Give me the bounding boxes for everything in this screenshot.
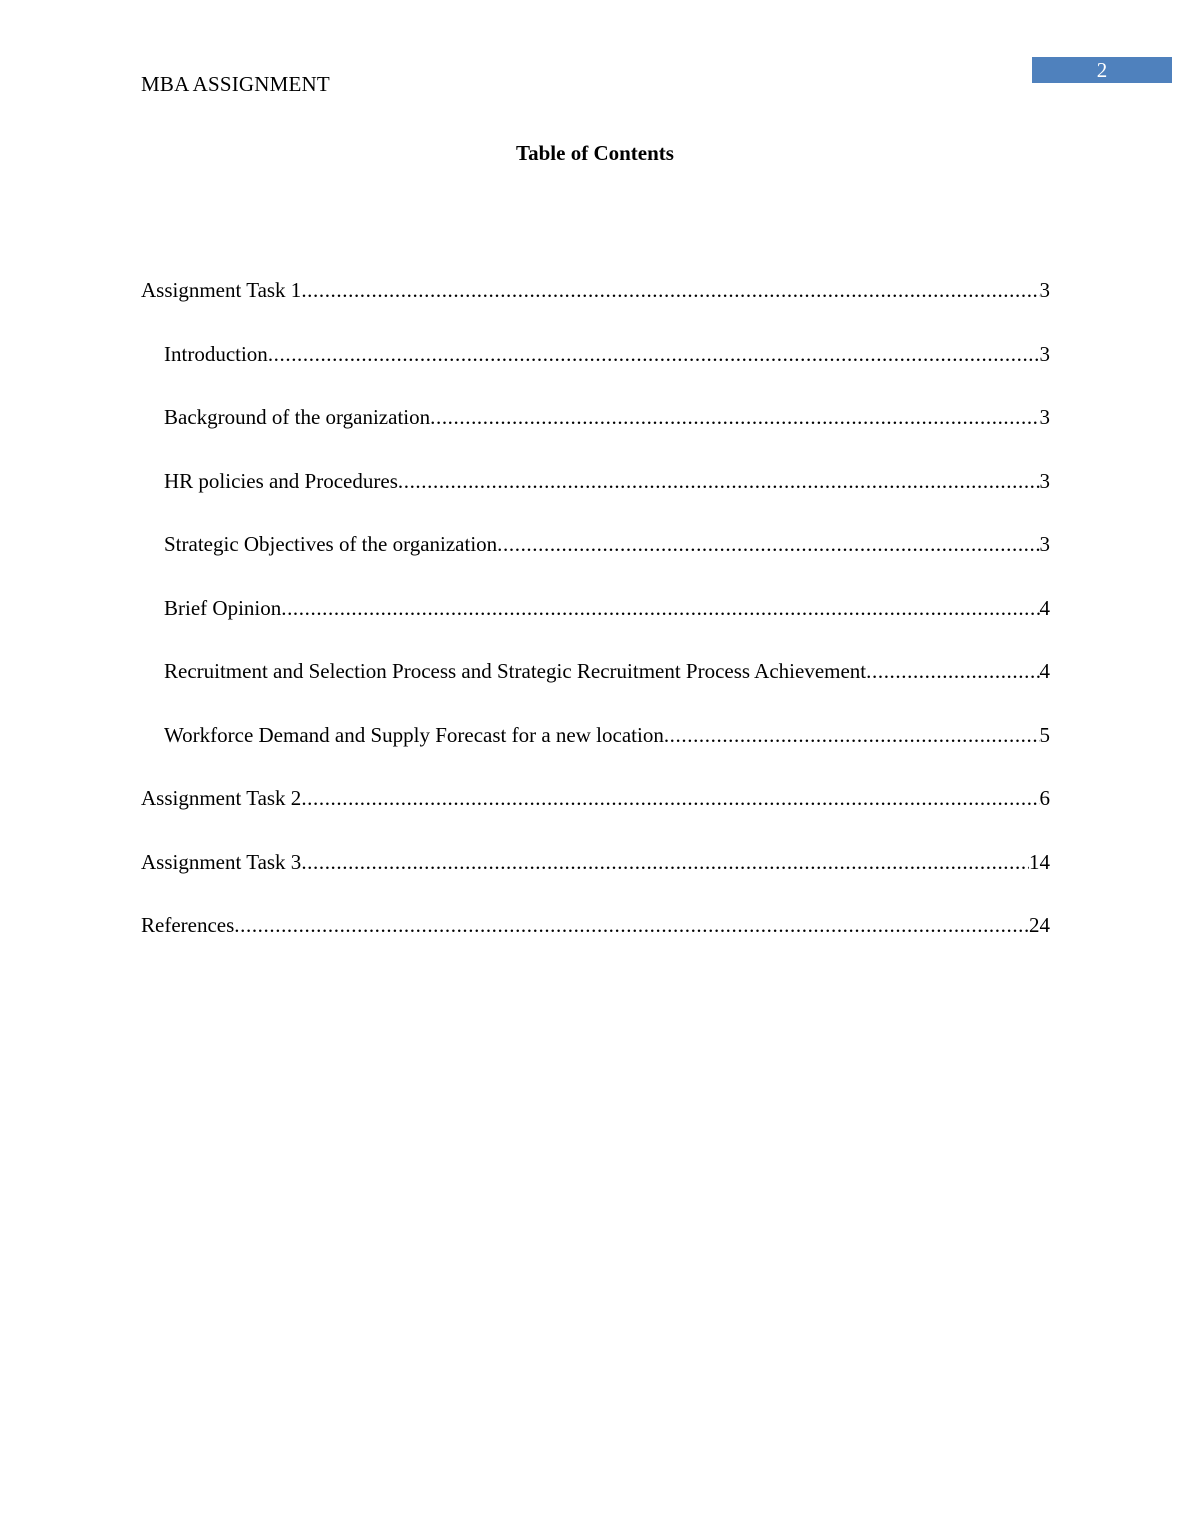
toc-entry-workforce-forecast[interactable] bbox=[141, 722, 1050, 786]
toc-entry-text: References bbox=[141, 913, 235, 937]
toc-entry-page: 6 bbox=[1039, 786, 1050, 810]
toc-entry-text: Recruitment and Selection Process and Strategic Recruitment Process Achievement bbox=[164, 659, 867, 683]
toc-entry-assignment-task-2[interactable] bbox=[141, 785, 1050, 849]
toc-entry-page: 24 bbox=[1029, 913, 1050, 937]
toc-entry-assignment-task-1[interactable] bbox=[141, 277, 1050, 341]
toc-entry-page: 4 bbox=[1039, 659, 1050, 683]
toc-entry-page: 14 bbox=[1029, 849, 1050, 874]
toc-entry-page: 3 bbox=[1039, 532, 1050, 556]
toc-dot-leader bbox=[866, 658, 1039, 684]
toc-entry-page: 4 bbox=[1039, 595, 1050, 620]
toc-entry-recruitment-selection[interactable] bbox=[141, 658, 1050, 722]
toc-entry-brief-opinion[interactable] bbox=[141, 595, 1050, 659]
toc-dot-leader bbox=[301, 785, 1039, 811]
toc-entry-strategic-objectives[interactable] bbox=[141, 531, 1050, 595]
toc-entry-page: 5 bbox=[1039, 722, 1050, 747]
toc-dot-leader bbox=[301, 849, 1029, 875]
toc-entry-text: Assignment Task 1 bbox=[141, 278, 302, 302]
toc-dot-leader bbox=[430, 404, 1039, 430]
toc-dot-leader bbox=[268, 341, 1040, 367]
toc-entry-assignment-task-3[interactable] bbox=[141, 849, 1050, 913]
toc-dot-leader bbox=[664, 722, 1040, 748]
page-number-badge: 2 bbox=[1032, 57, 1172, 83]
toc-dot-leader bbox=[301, 277, 1039, 303]
toc-entry-text: Background of the organization bbox=[164, 405, 431, 429]
toc-entry-hr-policies[interactable] bbox=[141, 468, 1050, 532]
toc-dot-leader bbox=[281, 595, 1039, 621]
toc-dot-leader bbox=[398, 468, 1040, 494]
toc-entry-page: 3 bbox=[1039, 405, 1050, 429]
toc-entry-text: Strategic Objectives of the organization bbox=[164, 532, 498, 556]
toc-dot-leader bbox=[497, 531, 1039, 557]
toc-entry-text: HR policies and Procedures bbox=[164, 468, 398, 493]
toc-dot-leader bbox=[234, 912, 1029, 938]
toc-heading: Table of Contents bbox=[516, 141, 674, 165]
toc-list bbox=[141, 277, 1050, 976]
toc-entry-text: Workforce Demand and Supply Forecast for a new location bbox=[164, 722, 664, 747]
toc-entry-text: Assignment Task 2 bbox=[141, 786, 302, 810]
toc-entry-text: Introduction bbox=[164, 341, 268, 366]
toc-entry-page: 3 bbox=[1039, 468, 1050, 493]
toc-entry-text: Brief Opinion bbox=[164, 595, 282, 620]
toc-entry-background[interactable] bbox=[141, 404, 1050, 468]
toc-entry-page: 3 bbox=[1039, 278, 1050, 302]
toc-entry-text: Assignment Task 3 bbox=[141, 849, 302, 874]
toc-entry-references[interactable] bbox=[141, 912, 1050, 976]
toc-entry-introduction[interactable] bbox=[141, 341, 1050, 405]
header-title: MBA ASSIGNMENT bbox=[141, 72, 330, 96]
toc-entry-page: 3 bbox=[1039, 341, 1050, 366]
